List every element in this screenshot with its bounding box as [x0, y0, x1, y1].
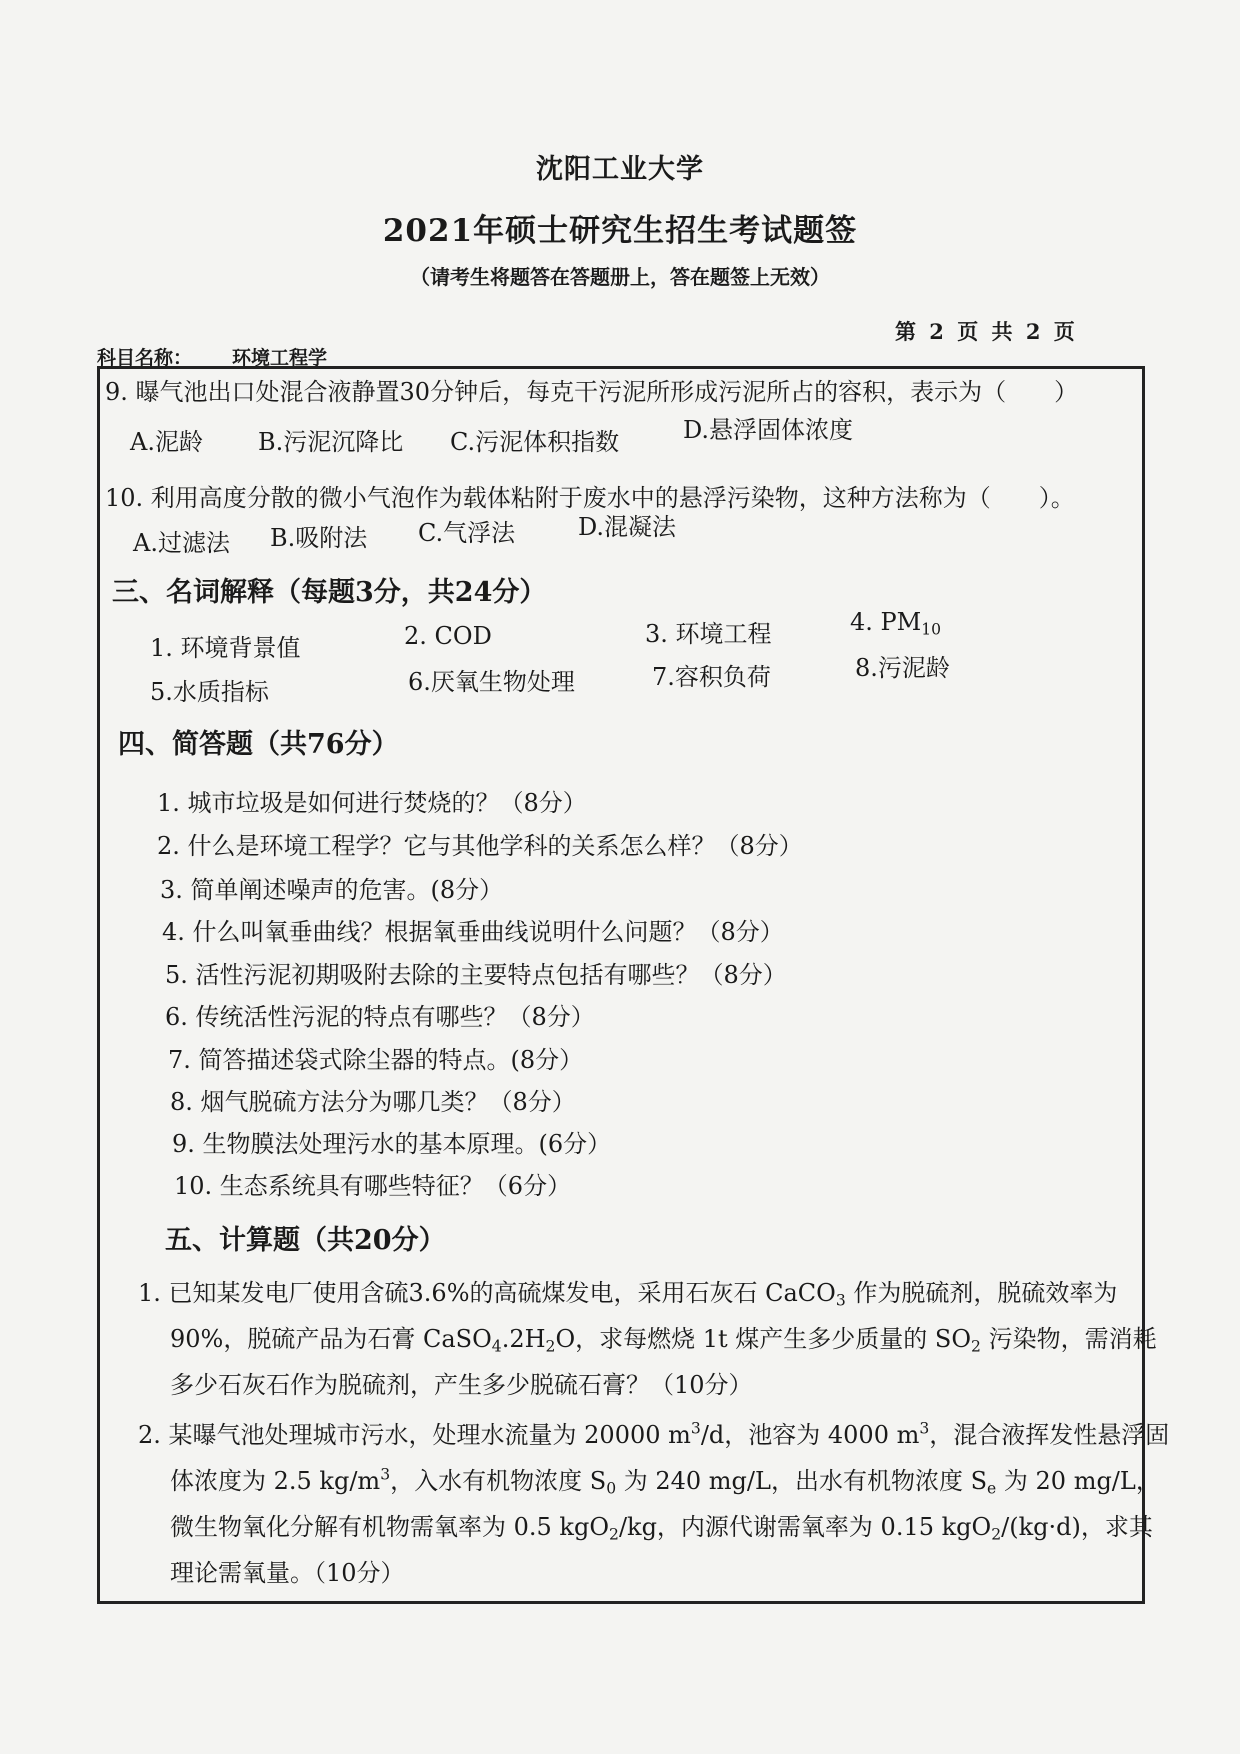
page-info: 第 2 页 共 2 页 — [895, 319, 1075, 344]
term-4-label: 4. PM — [850, 608, 922, 636]
short-answer-10: 10. 生态系统具有哪些特征？（6分） — [174, 1172, 572, 1200]
q9-option-a: A.泥龄 — [130, 428, 203, 456]
term-4-subscript: 10 — [921, 620, 942, 639]
term-6: 6.厌氧生物处理 — [408, 668, 575, 696]
q10-option-d: D.混凝法 — [578, 513, 677, 541]
q9-option-c: C.污泥体积指数 — [450, 428, 620, 456]
short-answer-3: 3. 简单阐述噪声的危害。(8分） — [160, 876, 504, 904]
section-5-title: 五、计算题（共20分） — [165, 1225, 446, 1256]
exam-notice: （请考生将题答在答题册上，答在题签上无效） — [410, 265, 830, 289]
term-4 — [850, 608, 942, 639]
term-1: 1. 环境背景值 — [150, 634, 301, 662]
term-7: 7.容积负荷 — [652, 663, 771, 691]
q9-option-b: B.污泥沉降比 — [258, 428, 404, 456]
term-5: 5.水质指标 — [150, 678, 269, 706]
subject-label: 科目名称： — [97, 347, 193, 369]
short-answer-1: 1. 城市垃圾是如何进行焚烧的？（8分） — [157, 789, 587, 817]
short-answer-4: 4. 什么叫氧垂曲线？根据氧垂曲线说明什么问题？（8分） — [162, 918, 784, 946]
calculation-1: 1. 已知某发电厂使用含硫3.6%的高硫煤发电，采用石灰石 CaCO$_3$ 作为脱硫剂，脱硫效率为90%，脱硫产品为石膏 $CaSO_4.2H_2O$，求每燃烧 1t 煤产生多少质量的 $SO_2$ 污染物，需消耗多少石灰石作为脱硫剂，产生多少脱硫石膏？（10分） — [138, 1279, 1157, 1399]
q10-option-a: A.过滤法 — [133, 529, 230, 557]
q9-option-d: D.悬浮固体浓度 — [683, 416, 854, 444]
q10-option-c: C.气浮法 — [418, 519, 516, 547]
short-answer-5: 5. 活性污泥初期吸附去除的主要特点包括有哪些？（8分） — [165, 961, 787, 989]
short-answer-7: 7. 简答描述袋式除尘器的特点。(8分） — [168, 1046, 584, 1074]
question-10: 10. 利用高度分散的微小气泡作为载体粘附于废水中的悬浮污染物，这种方法称为（ ）。 — [105, 484, 1075, 512]
calculation-2: 2. 某曝气池处理城市污水，处理水流量为 20000 $m^3/d$，池容为 4000 $m^3$，混合液挥发性悬浮固体浓度为 2.5 $kg/m^3$，入水有机物浓度 $S_0$ 为 240 mg/L，出水有机物浓度 $S_e$ 为 20 mg/L，微生物氧化分解有机物需氧率为 0.5 kgO$_2$/kg，内源代谢需氧率为 0.15 kgO$_2$/(kg·d)，求其理论需氧量。（10分） — [138, 1419, 1170, 1587]
university-name: 沈阳工业大学 — [536, 154, 704, 185]
exam-title: 2021年硕士研究生招生考试题签 — [382, 213, 858, 249]
term-8: 8.污泥龄 — [855, 654, 950, 682]
q10-option-b: B.吸附法 — [270, 524, 368, 552]
term-3: 3. 环境工程 — [645, 620, 772, 648]
section-3-title: 三、名词解释（每题3分，共24分） — [112, 577, 547, 608]
short-answer-9: 9. 生物膜法处理污水的基本原理。(6分） — [172, 1130, 612, 1158]
section-4-title: 四、简答题（共76分） — [118, 729, 399, 760]
short-answer-6: 6. 传统活性污泥的特点有哪些？（8分） — [165, 1003, 595, 1031]
subject-name: 环境工程学 — [232, 347, 328, 369]
question-9: 9. 曝气池出口处混合液静置30分钟后，每克干污泥所形成污泥所占的容积，表示为（ ） — [105, 378, 1079, 406]
short-answer-2: 2. 什么是环境工程学？它与其他学科的关系怎么样？（8分） — [157, 832, 803, 860]
short-answer-8: 8. 烟气脱硫方法分为哪几类？（8分） — [170, 1088, 576, 1116]
term-2: 2. COD — [404, 622, 492, 650]
